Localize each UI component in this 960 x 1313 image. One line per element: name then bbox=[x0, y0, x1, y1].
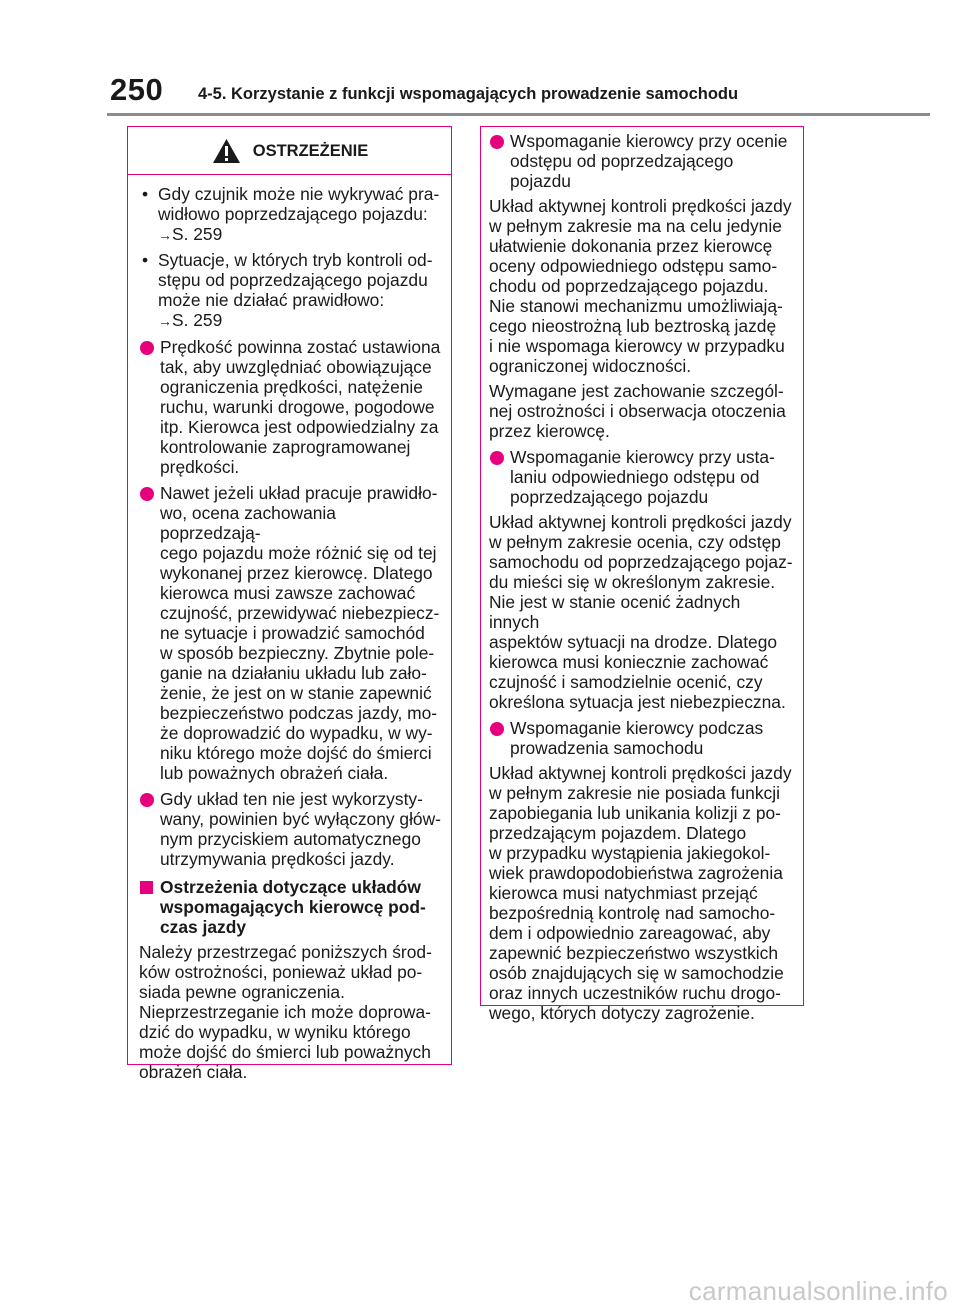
circle-bullet-icon bbox=[490, 135, 504, 149]
section-heading bbox=[489, 718, 795, 758]
warning-heading: OSTRZEŻENIE bbox=[252, 141, 369, 160]
section-paragraph: Układ aktywnej kontroli prędkości jazdy w pełnym zakresie ocenia, czy odstęp samochodu od poprzedzającego pojaz- du mieści się w określonym zakresie. Nie jest w stanie ocenić żadnych innych aspektów sytuacji na drodze. Dlatego kierowca musi koniecznie zachować czujność i samodzielnie ocenić, czy określona sytuacja jest niebezpieczna. bbox=[489, 512, 793, 712]
page-reference bbox=[158, 310, 441, 331]
square-bullet-icon bbox=[140, 881, 153, 894]
subsection-paragraph: Należy przestrzegać poniższych środ- ków ostrożności, ponieważ układ po- siada pewne ograniczenia. Nieprzestrzeganie ich może doprowa- dzić do wypadku, w wyniku którego może dojść do śmierci lub poważnych obrażeń ciała. bbox=[139, 942, 432, 1082]
section-paragraph: Układ aktywnej kontroli prędkości jazdy w pełnym zakresie nie posiada funkcji zapobiegania lub unikania kolizji z po- przedzającym pojazdem. Dlatego w przypadku wystąpienia jakiegokol- wiek prawdopodobieństwa zagrożenia kierowca musi natychmiast przejąć bezpośrednią kontrolę nad samocho- dem i odpowiednio zareagować, aby zapewnić bezpieczeństwo wszystkich osób znajdujących się w samochodzie oraz innych uczestników ruchu drogo- wego, których dotyczy zagrożenie. bbox=[489, 763, 792, 1023]
section-paragraph: Układ aktywnej kontroli prędkości jazdy w pełnym zakresie ma na celu jedynie ułatwienie dokonania przez kierowcę oceny odpowiedniego odstępu samo- chodu od poprzedzającego pojazdu. Nie stanowi mechanizmu umożliwiają- cego nieostrożną lub beztroską jazdę i nie wspomaga kierowcy w przypadku ograniczonej widoczności. bbox=[489, 196, 792, 376]
circle-bullet-icon bbox=[490, 451, 504, 465]
warning-triangle-icon bbox=[212, 138, 241, 164]
arrow-right-icon: → bbox=[158, 313, 172, 329]
warning-circle-text: Prędkość powinna zostać ustawiona tak, aby uwzględniać obowiązujące ograniczenia prędkości, natężenie ruchu, warunki drogowe, pogodowe itp. Kierowca jest odpowiedzialny za kontrolowanie zaprogramowanej prędkości. bbox=[160, 337, 441, 477]
section-heading bbox=[489, 131, 795, 191]
page-number: 250 bbox=[110, 72, 164, 107]
warning-header bbox=[128, 127, 452, 175]
section-paragraph: Wymagane jest zachowanie szczegól- nej ostrożności i obserwacja otoczenia przez kierowcę. bbox=[489, 381, 786, 441]
warning-circle-item bbox=[139, 337, 441, 477]
section-heading-text: Wspomaganie kierowcy przy ocenie odstępu od poprzedzającego pojazdu bbox=[510, 131, 788, 191]
arrow-right-icon: → bbox=[158, 227, 172, 243]
page-reference-text: S. 259 bbox=[172, 224, 223, 244]
warning-circle-text: Gdy układ ten nie jest wykorzysty- wany, powinien być wyłączony głów- nym przyciskiem automatycznego utrzymywania prędkości jazdy. bbox=[160, 789, 441, 869]
warning-circle-text: Nawet jeżeli układ pracuje prawidło- wo, ocena zachowania poprzedzają- cego pojazdu może różnić się od tej wykonanej przez kierowcę. Dlatego kierowca musi zawsze zachować czujność, przewidywać niebezpiecz- ne sytuacje i prowadzić samochód w sposób bezpieczny. Zbytnie pole- ganie na działaniu układu lub zało- żenie, że jest on w stanie zapewnić bezpieczeństwo podczas jazdy, mo- że doprowadzić do wypadku, w wy- niku którego może dojść do śmierci lub poważnych obrażeń ciała. bbox=[160, 483, 440, 783]
warning-bullet bbox=[139, 250, 441, 331]
page-reference bbox=[158, 224, 441, 245]
warning-bullet-text: Sytuacje, w których tryb kontroli od- stępu od poprzedzającego pojazdu może nie działać prawidłowo: bbox=[158, 250, 433, 310]
warning-bullet bbox=[139, 184, 441, 245]
section-heading bbox=[489, 447, 795, 507]
warning-circle-item bbox=[139, 789, 441, 869]
circle-bullet-icon bbox=[140, 341, 154, 355]
section-title: 4-5. Korzystanie z funkcji wspomagających prowadzenie samochodu bbox=[198, 85, 739, 103]
section-heading-text: Wspomaganie kierowcy podczas prowadzenia samochodu bbox=[510, 718, 764, 758]
continued-warning-box bbox=[480, 126, 804, 1023]
header-rule bbox=[107, 113, 930, 116]
watermark: carmanualsonline.info bbox=[688, 1276, 948, 1306]
section-heading-text: Wspomaganie kierowcy przy usta- laniu odpowiedniego odstępu od poprzedzającego pojazdu bbox=[510, 447, 775, 507]
warning-box bbox=[127, 126, 452, 1082]
warning-bullet-text: Gdy czujnik może nie wykrywać pra- widłowo poprzedzającego pojazdu: bbox=[158, 184, 440, 224]
warning-circle-item bbox=[139, 483, 441, 783]
subsection-heading-text: Ostrzeżenia dotyczące układów wspomagających kierowcę pod- czas jazdy bbox=[160, 877, 426, 937]
circle-bullet-icon bbox=[140, 793, 154, 807]
page-reference-text: S. 259 bbox=[172, 310, 223, 330]
circle-bullet-icon bbox=[140, 487, 154, 501]
circle-bullet-icon bbox=[490, 722, 504, 736]
warning-body bbox=[139, 175, 441, 1082]
subsection-heading bbox=[139, 877, 441, 937]
